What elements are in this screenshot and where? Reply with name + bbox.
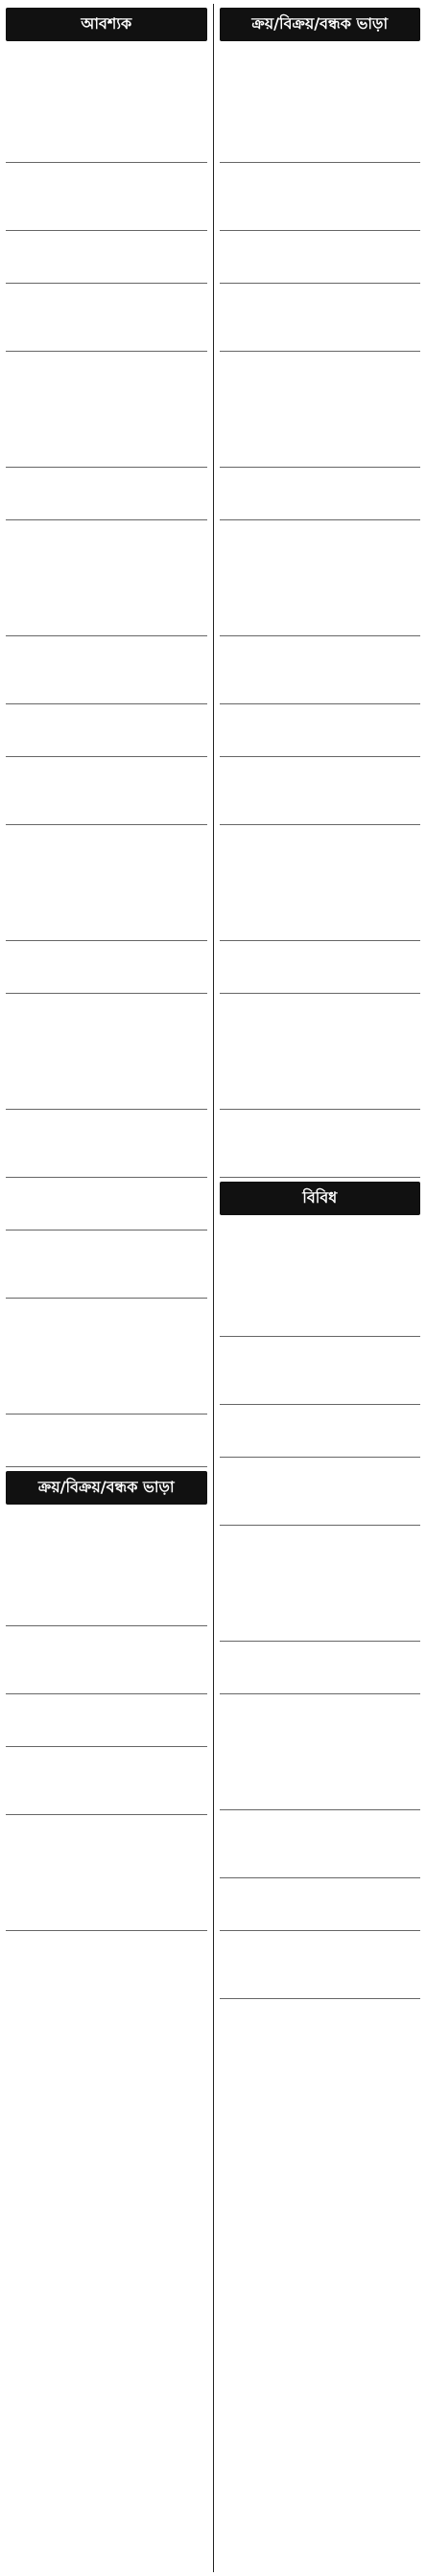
classified-ad [6,520,207,636]
classified-ad [220,352,421,468]
classified-ad [6,47,207,163]
classified-ad [220,1221,421,1337]
section-header: ক্রয়/বিক্রয়/বন্ধক ভাড়া [220,8,421,41]
classified-ad [220,1931,421,1999]
left-column [6,4,207,2572]
classified-ad [220,468,421,520]
classified-ad [220,231,421,284]
classified-ad [6,163,207,231]
classified-ad [220,1642,421,1694]
classified-ad [6,825,207,941]
classified-ad [6,1510,207,1626]
classified-ad [220,163,421,231]
section-header: বিবিধ [220,1182,421,1215]
classified-ad [220,284,421,352]
column-divider [213,4,214,2572]
classified-ad [6,231,207,284]
classified-ad [6,704,207,757]
classified-ad [220,1337,421,1405]
classified-ad [6,1626,207,1694]
classified-ad [6,757,207,825]
classified-ad [6,468,207,520]
classified-ad [6,1815,207,1931]
classified-ad [220,520,421,636]
classified-ad [220,1458,421,1526]
classified-ad [6,284,207,352]
classified-ad [220,636,421,704]
classified-ad [220,1810,421,1878]
classified-ad [6,636,207,704]
classified-ad [6,1299,207,1414]
classified-ad [6,1747,207,1815]
classified-ad [6,941,207,994]
classified-ad [220,1878,421,1931]
classified-ad [6,352,207,468]
classified-ad [220,941,421,994]
classified-ad [220,825,421,941]
classified-ad [6,1178,207,1230]
classified-ad [220,47,421,163]
classified-ad [6,1694,207,1747]
classified-ad [6,994,207,1110]
classified-ad [220,757,421,825]
classified-ad [220,1694,421,1810]
section-header: আবশ্যক [6,8,207,41]
classified-ad [220,1110,421,1178]
classified-ad [6,1230,207,1299]
classified-ad [220,994,421,1110]
classified-ad [6,1414,207,1467]
section-header: ক্রয়/বিক্রয়/বন্ধক ভাড়া [6,1471,207,1505]
right-column [220,4,421,2572]
classified-ad [6,1110,207,1178]
classified-ad [220,704,421,757]
classified-ad [220,1405,421,1458]
classified-ad [220,1526,421,1642]
